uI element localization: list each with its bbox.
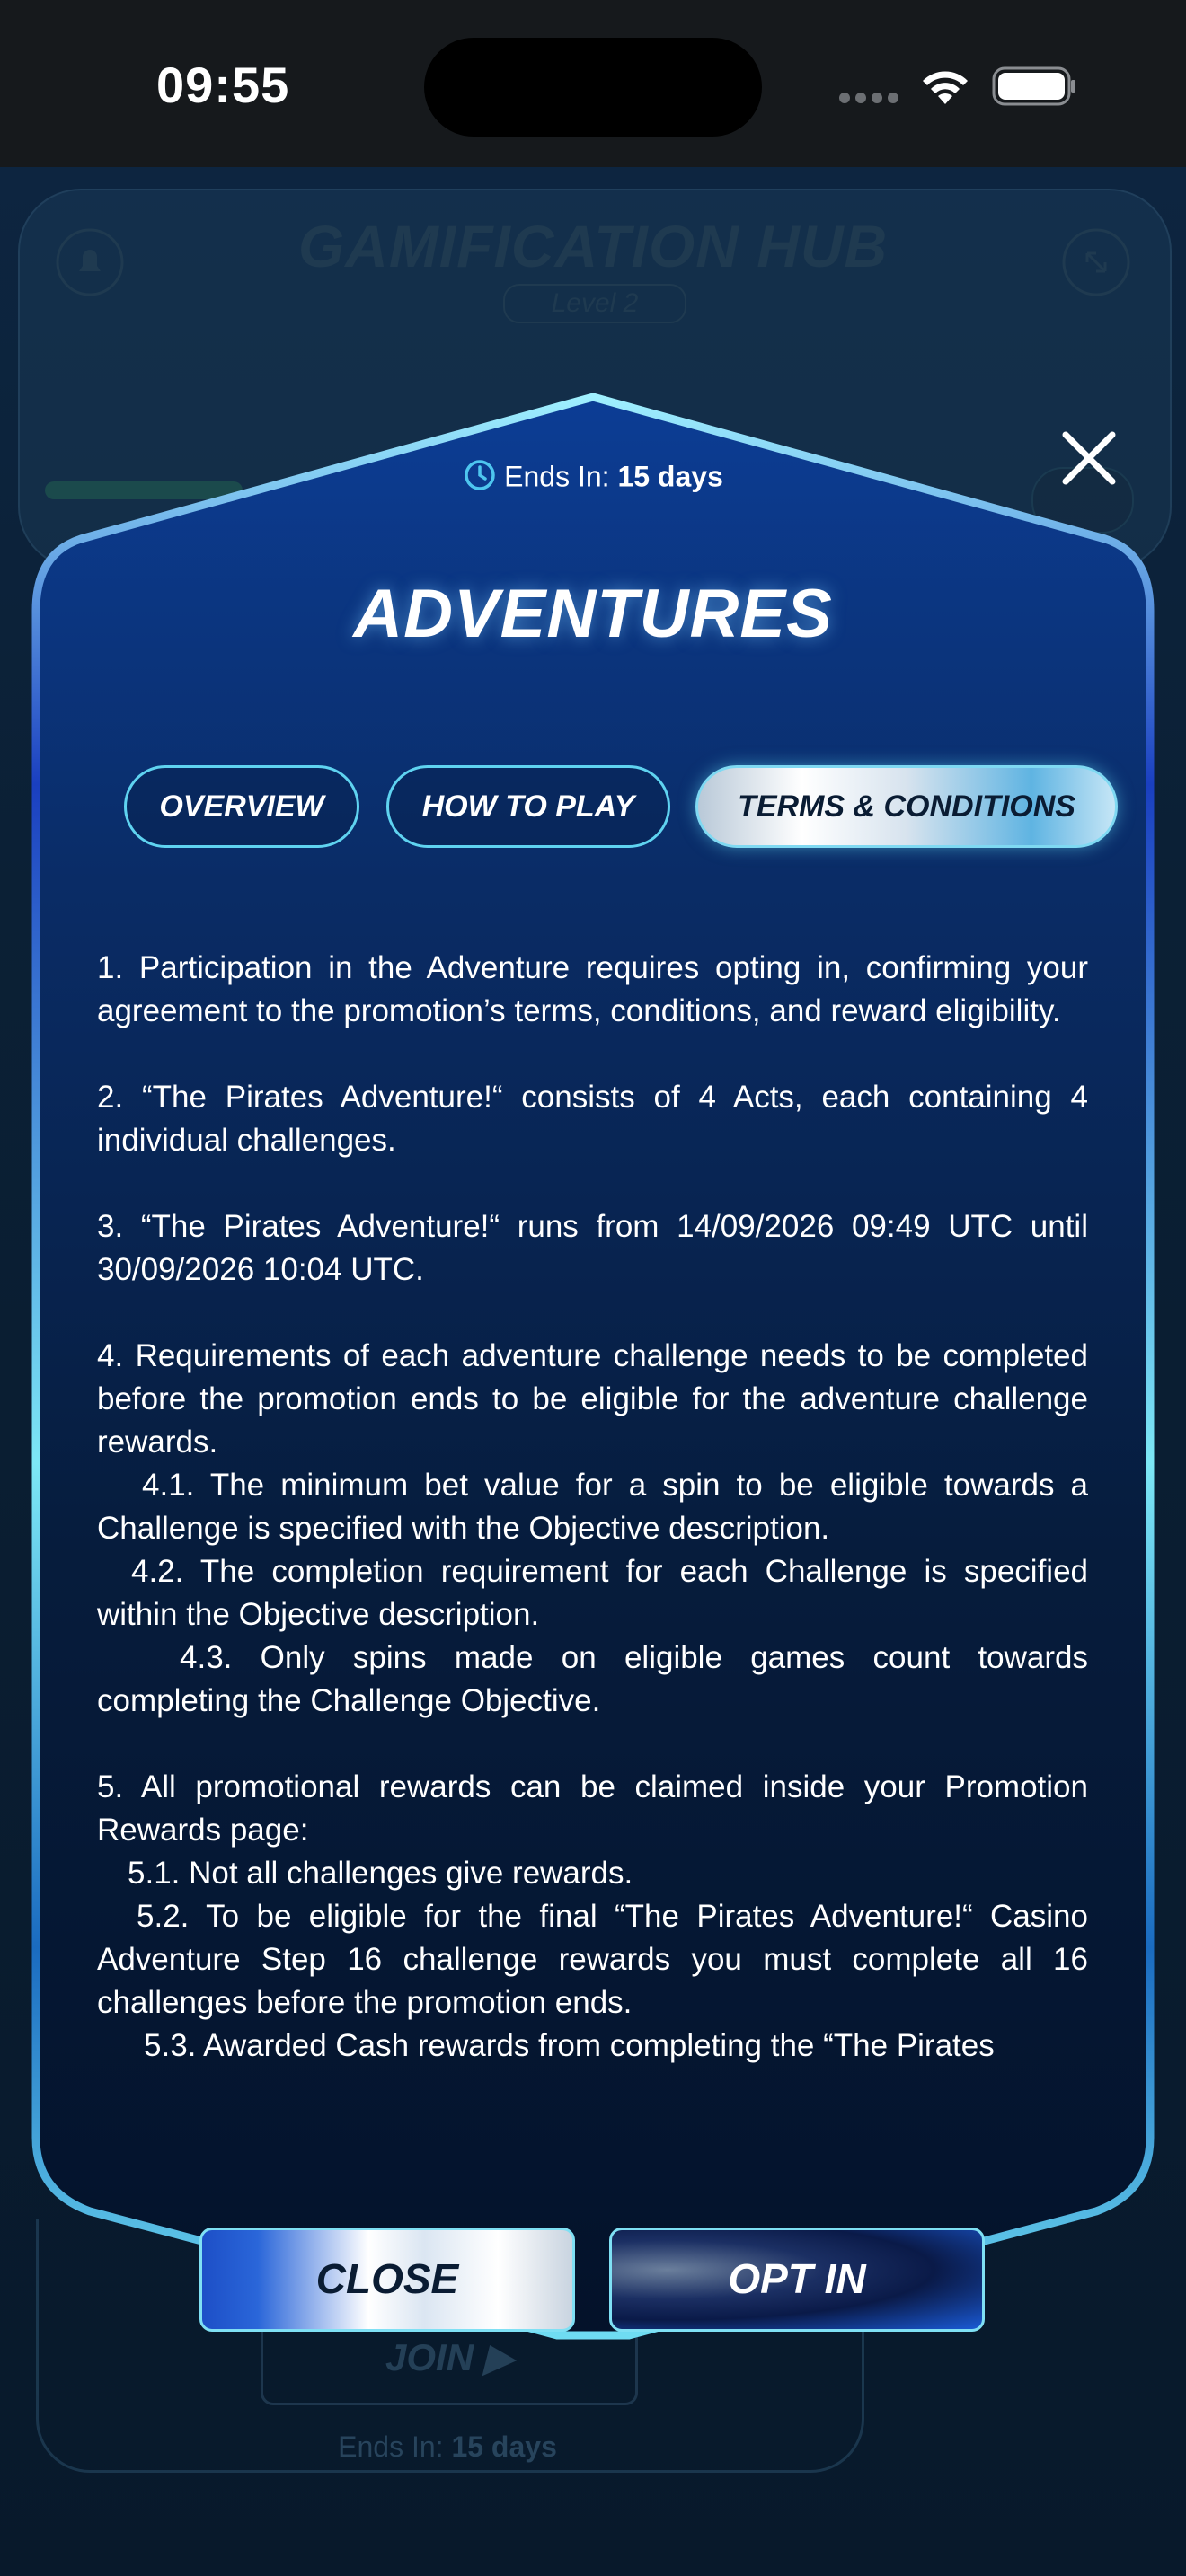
terms-subparagraph: 5.1. Not all challenges give rewards. — [128, 1856, 633, 1891]
terms-subparagraph: 5.3. Awarded Cash rewards from completing the “The Pirates — [144, 2028, 995, 2063]
opt-in-button[interactable]: OPT IN — [609, 2228, 985, 2332]
terms-subparagraph: 4.1. The minimum bet value for a spin to be eligible towards a Challenge is specified with the Objective description. — [97, 1468, 1088, 1546]
terms-paragraph: 2. “The Pirates Adventure!“ consists of 4 Acts, each containing 4 individual challenges. — [97, 1080, 1088, 1158]
tab-bar — [0, 765, 1186, 851]
clock-icon — [463, 458, 497, 499]
ends-in-value: 15 days — [617, 460, 723, 493]
tab-how-to-play[interactable]: HOW TO PLAY — [386, 765, 670, 848]
close-button[interactable]: CLOSE — [199, 2228, 575, 2332]
terms-content — [97, 947, 1088, 2068]
tab-terms-and-conditions[interactable]: TERMS & CONDITIONS — [695, 765, 1118, 848]
wifi-icon — [918, 65, 972, 110]
dynamic-island — [424, 38, 762, 137]
hub-join-label: JOIN — [385, 2336, 474, 2378]
tab-overview[interactable]: OVERVIEW — [124, 765, 359, 848]
hub-level-badge: Level 2 — [503, 284, 686, 323]
modal-title: ADVENTURES — [353, 576, 833, 652]
hub-ends-label: Ends In: — [338, 2430, 444, 2463]
terms-subparagraph: 4.3. Only spins made on eligible games count towards completing the Challenge Objective. — [97, 1640, 1088, 1718]
cellular-signal-icon — [839, 92, 904, 108]
terms-subparagraph: 5.2. To be eligible for the final “The Pirates Adventure!“ Casino Adventure Step 16 challenge rewards you must complete all 16 challenges before the promotion ends. — [97, 1899, 1088, 2020]
terms-paragraph: 1. Participation in the Adventure requires opting in, confirming your agreement to the promotion’s terms, conditions, and reward eligibility. — [97, 950, 1088, 1028]
status-time: 09:55 — [156, 57, 290, 113]
modal-ends-in — [0, 458, 1186, 499]
status-bar — [0, 0, 1186, 167]
terms-subparagraph: 4.2. The completion requirement for each Challenge is specified within the Objective description. — [97, 1554, 1088, 1632]
hub-ends-value: 15 days — [451, 2430, 557, 2463]
battery-icon — [992, 66, 1078, 110]
ends-in-label: Ends In: — [504, 460, 610, 493]
terms-paragraph: 3. “The Pirates Adventure!“ runs from 14/09/2026 09:49 UTC until 30/09/2026 10:04 UTC. — [97, 1209, 1088, 1287]
hub-title: GAMIFICATION HUB — [297, 213, 889, 279]
hub-join-button: JOIN ▶ — [261, 2310, 638, 2405]
terms-paragraph: 5. All promotional rewards can be claimed inside your Promotion Rewards page: — [97, 1769, 1088, 1848]
terms-paragraph: 4. Requirements of each adventure challenge needs to be completed before the promotion ends to be eligible for the adventure challenge rewards. — [97, 1338, 1088, 1460]
